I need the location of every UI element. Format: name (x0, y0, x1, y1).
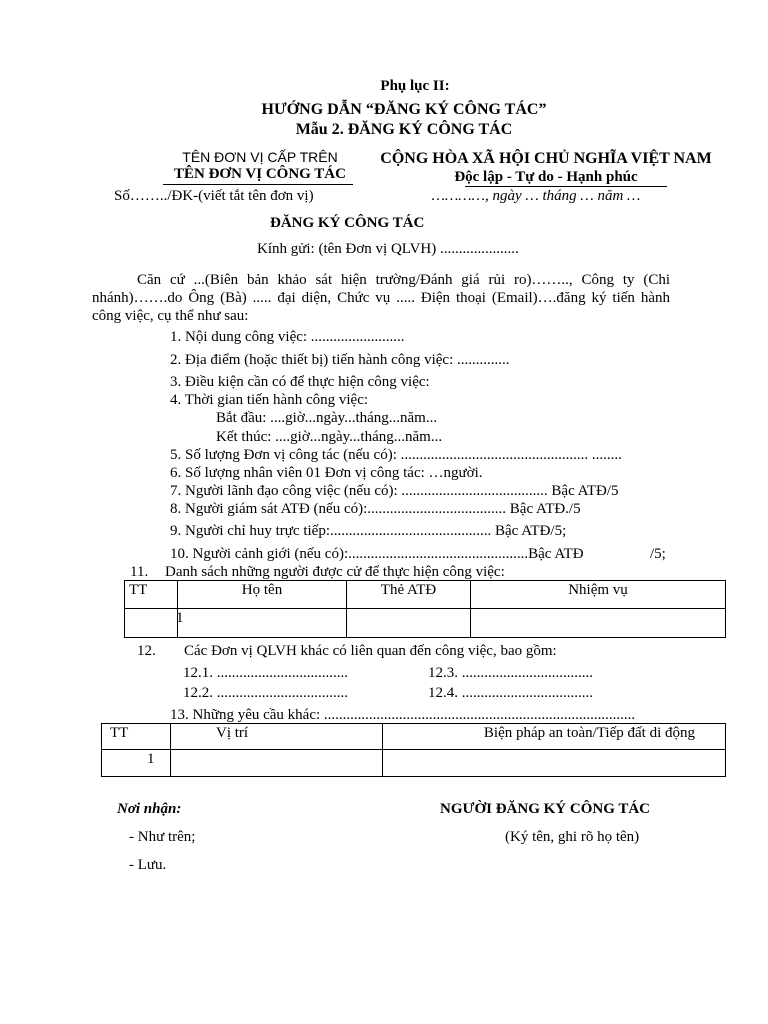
item-6: 6. Số lượng nhân viên 01 Đơn vị công tác: …người. (170, 465, 483, 481)
item-12-text: Các Đơn vị QLVH khác có liên quan đến công việc, bao gồm: (184, 643, 557, 659)
recipient-item-1: - Như trên; (129, 829, 196, 845)
item-12-3: 12.3. ................................... (428, 665, 593, 681)
item-5: 5. Số lượng Đơn vị công tác (nếu có): .................................................. ........ (170, 447, 622, 463)
workers-row-number: 1 (176, 610, 184, 626)
safety-header-position: Vị trí (171, 724, 383, 750)
table-row (125, 609, 726, 638)
workers-header-card: Thẻ ATĐ (347, 581, 471, 609)
table-row (102, 750, 726, 777)
item-1: 1. Nội dung công việc: ......................... (170, 329, 405, 345)
guide-title: HƯỚNG DẪN “ĐĂNG KÝ CÔNG TÁC” (261, 101, 547, 118)
item-13: 13. Những yêu cầu khác: ................................................................................... (170, 707, 636, 723)
recipients-label: Nơi nhận: (117, 801, 182, 817)
recipient-item-2: - Lưu. (129, 857, 167, 873)
form-title: Mẫu 2. ĐĂNG KÝ CÔNG TÁC (295, 121, 513, 138)
unit-underline (163, 184, 353, 185)
appendix-label: Phụ lục II: (380, 78, 450, 94)
item-12-1: 12.1. ................................... (183, 665, 348, 681)
superior-unit: TÊN ĐƠN VỊ CẤP TRÊN (182, 149, 338, 165)
workers-table (124, 580, 726, 638)
document-title: ĐĂNG KÝ CÔNG TÁC (270, 215, 425, 231)
unit-name: TÊN ĐƠN VỊ CÔNG TÁC (174, 166, 346, 182)
safety-table (101, 723, 726, 777)
item-12-number: 12. (137, 643, 156, 659)
safety-header-tt: TT (102, 724, 171, 750)
workers-header-duty: Nhiệm vụ (471, 581, 726, 609)
item-12-4: 12.4. ................................... (428, 685, 593, 701)
item-8: 8. Người giám sát ATĐ (nếu có):..................................... Bậc ATĐ./5 (170, 501, 581, 517)
intro-paragraph: Căn cứ ...(Biên bản khảo sát hiện trường/Đánh giá rủi ro)…….., Công ty (Chi nhánh)…….do Ông (Bà) ..... đại diện, Chức vụ ..... Điện thoại (Email)….đăng ký tiến hành công việc, cụ thể như sau: (92, 272, 670, 324)
item-10: 10. Người cảnh giới (nếu có):................................................Bậc ATĐ (170, 546, 584, 562)
signer-title: NGƯỜI ĐĂNG KÝ CÔNG TÁC (440, 801, 651, 817)
workers-cell-duty (471, 609, 726, 638)
item-11-text: Danh sách những người được cử để thực hiện công việc: (165, 564, 505, 580)
item-4-start: Bắt đầu: ....giờ...ngày...tháng...năm... (216, 410, 438, 426)
workers-cell-name (178, 609, 347, 638)
workers-cell-tt (125, 609, 178, 638)
workers-cell-card (347, 609, 471, 638)
motto: Độc lập - Tự do - Hạnh phúc (454, 169, 638, 185)
item-11-number: 11. (130, 564, 149, 580)
item-12-2: 12.2. ................................... (183, 685, 348, 701)
recipient-line: Kính gửi: (tên Đơn vị QLVH) ..................... (257, 241, 519, 257)
safety-cell-measures (383, 750, 726, 777)
item-2: 2. Địa điểm (hoặc thiết bị) tiến hành công việc: .............. (170, 352, 510, 368)
safety-header-measures: Biện pháp an toàn/Tiếp đất di động (383, 724, 726, 750)
safety-cell-position (171, 750, 383, 777)
item-4-end: Kết thúc: ....giờ...ngày...tháng...năm... (216, 429, 443, 445)
signer-note: (Ký tên, ghi rõ họ tên) (505, 829, 640, 845)
item-3: 3. Điều kiện cần có để thực hiện công việc: (170, 374, 430, 390)
safety-row-number: 1 (102, 750, 171, 777)
item-10-tail: /5; (650, 546, 666, 562)
document-number: Số……../ĐK-(viết tắt tên đơn vị) (114, 188, 314, 204)
workers-header-tt: TT (125, 581, 178, 609)
item-4: 4. Thời gian tiến hành công việc: (170, 392, 369, 408)
workers-header-name: Họ tên (178, 581, 347, 609)
country-name: CỘNG HÒA XÃ HỘI CHỦ NGHĨA VIỆT NAM (380, 150, 712, 167)
item-7: 7. Người lãnh đạo công việc (nếu có): ....................................... Bậc ATĐ/5 (170, 483, 619, 499)
item-9: 9. Người chỉ huy trực tiếp:........................................... Bậc ATĐ/5; (170, 523, 567, 539)
date-line: …………, ngày … tháng … năm … (431, 188, 641, 204)
